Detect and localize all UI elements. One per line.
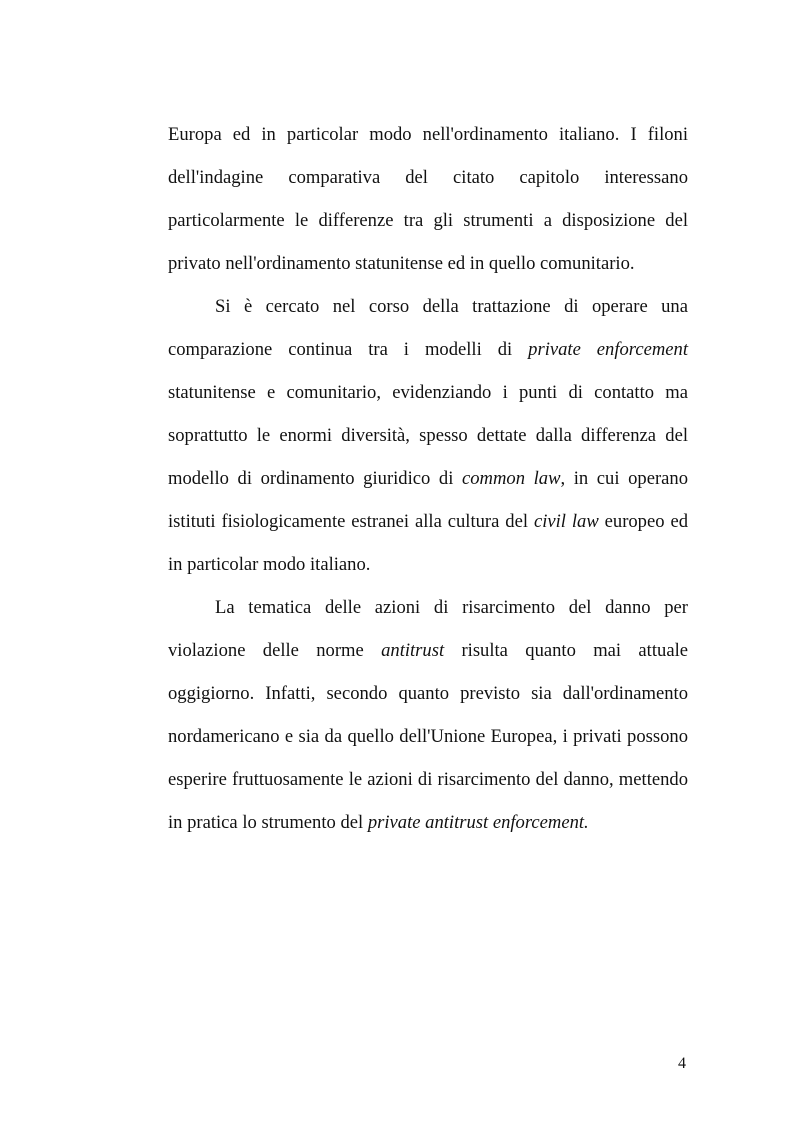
page-body — [168, 113, 688, 844]
text-line: particolarmente le differenze tra gli strumenti a disposizione del — [168, 210, 688, 231]
text-line: La tematica delle azioni di risarcimento del danno per — [215, 597, 688, 618]
italic-term: private antitrust enforcement. — [367, 812, 589, 833]
page-number: 4 — [678, 1055, 686, 1072]
italic-term: common law — [462, 468, 561, 489]
text-line: nordamericano e sia da quello dell'Unione Europea, i privati possono — [168, 726, 688, 747]
text-line: oggigiorno. Infatti, secondo quanto previsto sia dall'ordinamento — [168, 683, 688, 704]
paragraph-1 — [168, 113, 688, 285]
text-line: in pratica lo strumento del private antitrust enforcement. — [168, 812, 589, 833]
paragraph-3 — [168, 586, 688, 844]
text-line: comparazione continua tra i modelli di private enforcement — [168, 339, 688, 360]
text-line: dell'indagine comparativa del citato capitolo interessano — [168, 167, 688, 188]
text-line: Europa ed in particolar modo nell'ordinamento italiano. I filoni — [168, 124, 688, 145]
text-line: istituti fisiologicamente estranei alla cultura del civil law europeo ed — [168, 511, 688, 532]
text-line: violazione delle norme antitrust risulta quanto mai attuale — [168, 640, 688, 661]
italic-term: private enforcement — [528, 339, 688, 360]
text-line: soprattutto le enormi diversità, spesso dettate dalla differenza del — [168, 425, 688, 446]
text-line: privato nell'ordinamento statunitense ed in quello comunitario. — [168, 253, 635, 274]
italic-term: antitrust — [381, 640, 445, 661]
text-line: in particolar modo italiano. — [168, 554, 371, 575]
paragraph-2 — [168, 285, 688, 586]
italic-term: civil law — [533, 511, 599, 532]
text-line: Si è cercato nel corso della trattazione di operare una — [215, 296, 688, 317]
text-line: modello di ordinamento giuridico di common law, in cui operano — [168, 468, 688, 489]
text-line: esperire fruttuosamente le azioni di risarcimento del danno, mettendo — [168, 769, 688, 790]
text-line: statunitense e comunitario, evidenziando i punti di contatto ma — [168, 382, 688, 403]
